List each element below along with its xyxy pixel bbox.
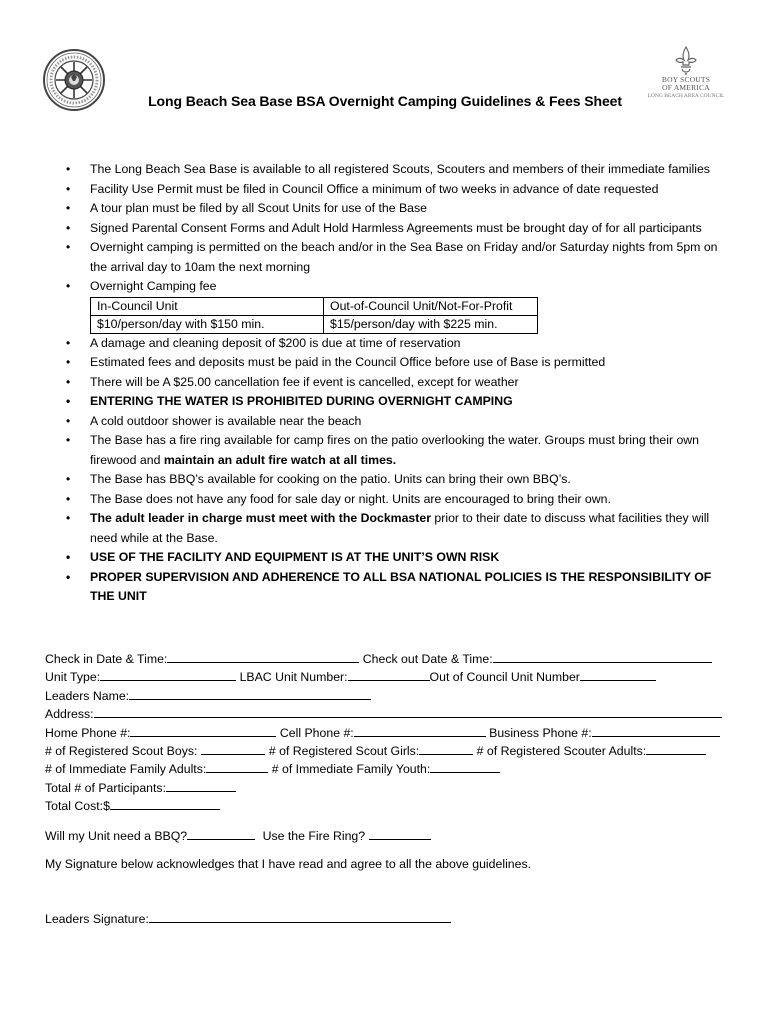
scout-girls-label: # of Registered Scout Girls: (268, 744, 420, 759)
need-bbq-label: Will my Unit need a BBQ? (45, 828, 188, 843)
form-row (45, 687, 735, 705)
fleur-de-lis-icon (673, 46, 699, 76)
family-youth-field[interactable] (430, 760, 500, 773)
list-item (66, 431, 736, 470)
form-row (45, 827, 735, 845)
list-item: • The Base does not have any food for sale day or night. Units are encouraged to bring their own. (66, 490, 736, 510)
check-out-field[interactable] (493, 650, 712, 663)
family-adults-label: # of Immediate Family Adults: (45, 762, 207, 777)
business-phone-field[interactable] (592, 724, 720, 737)
list-item: • Estimated fees and deposits must be paid in the Council Office before use of Base is permitted (66, 353, 736, 373)
fee-col2-header: Out-of-Council Unit/Not-For-Profit (324, 297, 538, 315)
form-row (45, 910, 735, 928)
list-item: • A damage and cleaning deposit of $200 is due at time of reservation (66, 334, 736, 354)
lbac-unit-number-field[interactable] (348, 668, 430, 681)
list-item: • ENTERING THE WATER IS PROHIBITED DURING OVERNIGHT CAMPING (66, 392, 736, 412)
lbac-unit-number-label: LBAC Unit Number: (239, 670, 348, 685)
cell-phone-label: Cell Phone #: (279, 725, 354, 740)
total-cost-field[interactable] (110, 797, 220, 810)
fee-col1-value: $10/person/day with $150 min. (91, 315, 324, 333)
list-item: • A tour plan must be filed by all Scout Units for use of the Base (66, 199, 736, 219)
family-youth-label: # of Immediate Family Youth: (271, 762, 431, 777)
signature-label: Leaders Signature: (45, 912, 149, 927)
scout-boys-label: # of Registered Scout Boys: (45, 744, 198, 759)
list-item: • The Long Beach Sea Base is available to all registered Scouts, Scouters and members of their immediate families (66, 160, 736, 180)
form-row (45, 742, 735, 760)
list-item-text: prior to their date to discuss what facilities they will need while at the Base. (90, 511, 710, 545)
unit-type-label: Unit Type: (45, 670, 101, 685)
total-participants-label: Total # of Participants: (45, 780, 166, 795)
out-of-council-field[interactable] (580, 668, 656, 681)
out-of-council-label: Out of Council Unit Number (429, 670, 580, 685)
home-phone-field[interactable] (130, 724, 276, 737)
form-row (45, 779, 735, 797)
address-label: Address: (45, 707, 94, 722)
list-item: • USE OF THE FACILITY AND EQUIPMENT IS AT THE UNIT’S OWN RISK (66, 548, 736, 568)
list-item: • Facility Use Permit must be filed in Council Office a minimum of two weeks in advance of date requested (66, 180, 736, 200)
cell-phone-field[interactable] (354, 724, 486, 737)
fee-col2-value: $15/person/day with $225 min. (324, 315, 538, 333)
list-item-emphasis: maintain an adult fire watch at all times. (163, 452, 397, 467)
form-row (45, 705, 735, 723)
fire-ring-field[interactable] (369, 827, 431, 840)
signature-field[interactable] (149, 910, 451, 923)
check-in-field[interactable] (167, 650, 359, 663)
registration-form (45, 650, 735, 929)
form-row (45, 797, 735, 815)
table-row (91, 315, 538, 333)
list-item: • Overnight camping is permitted on the beach and/or in the Sea Base on Friday and/or Saturday nights from 5pm on the arrival day to 10am the next morning (66, 238, 736, 277)
fee-table (90, 297, 538, 334)
list-item: • The Base has BBQ’s available for cooking on the patio. Units can bring their own BBQ’s. (66, 470, 736, 490)
list-item: • There will be A $25.00 cancellation fee if event is cancelled, except for weather (66, 373, 736, 393)
address-field[interactable] (94, 705, 722, 718)
guidelines-list (66, 160, 736, 607)
list-item-text: The Base has a fire ring available for camp fires on the patio overlooking the water. Groups must bring their own firewood and (90, 433, 700, 467)
need-bbq-field[interactable] (187, 827, 255, 840)
list-item: • PROPER SUPERVISION AND ADHERENCE TO ALL BSA NATIONAL POLICIES IS THE RESPONSIBILITY OF THE UNIT (66, 568, 736, 607)
form-row (45, 856, 735, 873)
scouter-adults-label: # of Registered Scouter Adults: (476, 744, 647, 759)
scout-girls-field[interactable] (419, 742, 473, 755)
total-cost-label: Total Cost:$ (45, 799, 110, 814)
family-adults-field[interactable] (206, 760, 268, 773)
acknowledgement-text: My Signature below acknowledges that I have read and agree to all the above guidelines. (45, 857, 532, 872)
bsa-council-name: LONG BEACH AREA COUNCIL (647, 93, 725, 99)
check-in-label: Check in Date & Time: (45, 652, 168, 666)
bsa-name-line2: OF AMERICA (662, 82, 710, 92)
home-phone-label: Home Phone #: (45, 725, 131, 740)
scout-boys-field[interactable] (201, 742, 265, 755)
fire-ring-label: Use the Fire Ring? (262, 828, 366, 843)
business-phone-label: Business Phone #: (489, 725, 592, 740)
list-item: • A cold outdoor shower is available near the beach (66, 412, 736, 432)
form-row (45, 760, 735, 778)
check-out-label: Check out Date & Time: (362, 652, 493, 666)
fee-col1-header: In-Council Unit (91, 297, 324, 315)
leaders-name-label: Leaders Name: (45, 688, 130, 703)
list-item: • Signed Parental Consent Forms and Adult Hold Harmless Agreements must be brought day of for all participants (66, 219, 736, 239)
fee-heading: Overnight Camping fee (90, 279, 217, 293)
table-row (91, 297, 538, 315)
unit-type-field[interactable] (100, 668, 236, 681)
leaders-name-field[interactable] (129, 687, 371, 700)
form-row (45, 668, 735, 686)
list-item (66, 277, 736, 334)
form-row (45, 650, 735, 668)
list-item-emphasis: The adult leader in charge must meet with the Dockmaster (90, 511, 431, 525)
form-row (45, 724, 735, 742)
page-title: Long Beach Sea Base BSA Overnight Camping Guidelines & Fees Sheet (148, 93, 622, 109)
scouter-adults-field[interactable] (646, 742, 706, 755)
total-participants-field[interactable] (166, 779, 236, 792)
list-item (66, 509, 736, 548)
bsa-name-line1: BOY SCOUTS (661, 75, 711, 84)
